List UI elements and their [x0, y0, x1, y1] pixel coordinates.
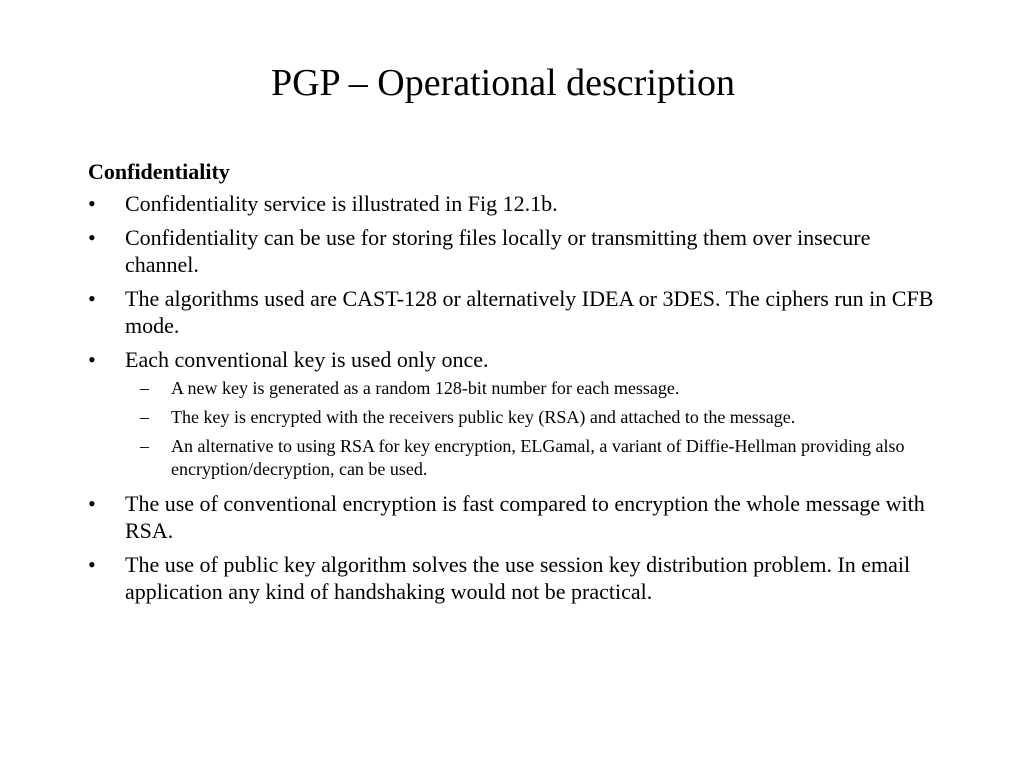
sub-bullet-item	[88, 406, 948, 429]
bullet-icon: •	[88, 491, 96, 516]
bullet-item	[88, 551, 948, 605]
dash-icon: –	[140, 407, 149, 427]
bullet-item	[88, 190, 948, 217]
bullet-icon: •	[88, 347, 96, 372]
sub-bullet-text: A new key is generated as a random 128-bit number for each message.	[171, 378, 680, 398]
bullet-text: Confidentiality service is illustrated in Fig 12.1b.	[125, 191, 558, 216]
bullet-text: The use of conventional encryption is fast compared to encryption the whole message with RSA.	[125, 491, 925, 543]
bullet-item	[88, 224, 948, 278]
bullet-item	[88, 490, 948, 544]
sub-bullet-item	[88, 377, 948, 400]
bullet-icon: •	[88, 191, 96, 216]
section-heading: Confidentiality	[88, 159, 230, 184]
bullet-icon: •	[88, 552, 96, 577]
sub-bullet-text: An alternative to using RSA for key encryption, ELGamal, a variant of Diffie-Hellman providing also encryption/decryption, can be used.	[171, 436, 905, 479]
sub-bullet-item	[88, 435, 948, 481]
dash-icon: –	[140, 378, 149, 398]
bullet-item	[88, 346, 948, 373]
bullet-text: Each conventional key is used only once.	[125, 347, 489, 372]
dash-icon: –	[140, 436, 149, 456]
bullet-icon: •	[88, 225, 96, 250]
bullet-item	[88, 285, 948, 339]
sub-bullet-text: The key is encrypted with the receivers public key (RSA) and attached to the message.	[171, 407, 796, 427]
bullet-text: Confidentiality can be use for storing files locally or transmitting them over insecure channel.	[125, 225, 871, 277]
bullet-icon: •	[88, 286, 96, 311]
slide-content	[88, 157, 948, 612]
bullet-text: The algorithms used are CAST-128 or alternatively IDEA or 3DES. The ciphers run in CFB mode.	[125, 286, 934, 338]
bullet-text: The use of public key algorithm solves the use session key distribution problem. In email application any kind of handshaking would not be practical.	[125, 552, 911, 604]
slide-title: PGP – Operational description	[270, 62, 735, 104]
